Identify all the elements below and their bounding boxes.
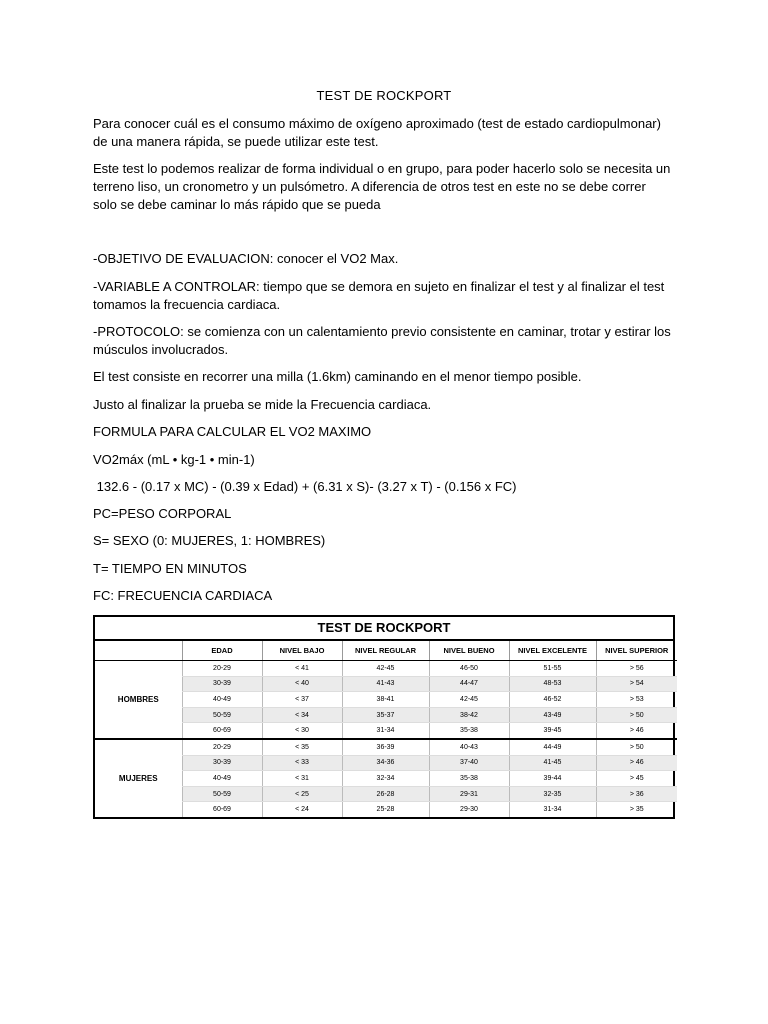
legend-t: T= TIEMPO EN MINUTOS: [93, 561, 247, 576]
value-cell: < 30: [262, 723, 342, 739]
value-cell: > 56: [596, 661, 677, 677]
header-cell: NIVEL EXCELENTE: [509, 641, 596, 661]
group-label: MUJERES: [118, 773, 158, 783]
paragraph-variable: -VARIABLE A CONTROLAR: tiempo que se demora en sujeto en finalizar el test y al finalizar el test tomamos la frecuencia cardiaca.: [93, 279, 665, 312]
table-row: [95, 707, 677, 723]
value-cell: 29-31: [429, 786, 509, 802]
table-row: [95, 786, 677, 802]
table-row: [95, 692, 677, 708]
group-label: HOMBRES: [95, 661, 182, 739]
header-cell: [95, 641, 182, 661]
value-cell: 35-38: [429, 723, 509, 739]
value-cell: 35-37: [342, 707, 429, 723]
value-cell: > 46: [596, 723, 677, 739]
value-cell: 26-28: [342, 786, 429, 802]
value-cell: < 40: [262, 676, 342, 692]
value-cell: 41-43: [342, 676, 429, 692]
age-cell: 50-59: [182, 707, 262, 723]
value-cell: 25-28: [342, 802, 429, 817]
value-cell: > 53: [596, 692, 677, 708]
formula-heading: FORMULA PARA CALCULAR EL VO2 MAXIMO: [93, 424, 372, 439]
value-cell: < 41: [262, 661, 342, 677]
formula-expression: 132.6 - (0.17 x MC) - (0.39 x Edad) + (6.31 x S)- (3.27 x T) - (0.156 x FC): [93, 479, 517, 494]
age-cell: 40-49: [182, 771, 262, 787]
age-cell: 60-69: [182, 723, 262, 739]
table-row: [95, 771, 677, 787]
value-cell: 37-40: [429, 755, 509, 771]
table-header-row: [95, 641, 677, 661]
value-cell: 44-49: [509, 739, 596, 755]
table-row: [95, 676, 677, 692]
value-cell: 41-45: [509, 755, 596, 771]
table-row: [95, 739, 677, 755]
paragraph-heart-rate: Justo al finalizar la prueba se mide la Frecuencia cardiaca.: [93, 397, 432, 412]
value-cell: < 33: [262, 755, 342, 771]
header-cell: NIVEL REGULAR: [342, 641, 429, 661]
value-cell: 46-50: [429, 661, 509, 677]
rockport-table: [93, 615, 675, 819]
value-cell: 44-47: [429, 676, 509, 692]
value-cell: 40-43: [429, 739, 509, 755]
table-title: TEST DE ROCKPORT: [95, 617, 673, 641]
value-cell: 32-35: [509, 786, 596, 802]
value-cell: > 50: [596, 707, 677, 723]
value-cell: 43-49: [509, 707, 596, 723]
age-cell: 20-29: [182, 739, 262, 755]
value-cell: 39-45: [509, 723, 596, 739]
value-cell: 39-44: [509, 771, 596, 787]
table-body: [95, 661, 677, 817]
value-cell: 38-42: [429, 707, 509, 723]
value-cell: 36-39: [342, 739, 429, 755]
age-cell: 50-59: [182, 786, 262, 802]
age-cell: 30-39: [182, 755, 262, 771]
table-row: [95, 802, 677, 817]
rockport-grid: [95, 641, 677, 817]
paragraph-description: Este test lo podemos realizar de forma individual o en grupo, para poder hacerlo solo se necesita un terreno liso, un cronometro y un pulsómetro. A diferencia de otros test en este no se debe correr solo se debe caminar lo más rápido que se pueda: [93, 161, 671, 212]
value-cell: 35-38: [429, 771, 509, 787]
value-cell: 46-52: [509, 692, 596, 708]
legend-fc: FC: FRECUENCIA CARDIACA: [93, 588, 273, 603]
value-cell: 34-36: [342, 755, 429, 771]
value-cell: 32-34: [342, 771, 429, 787]
value-cell: > 50: [596, 739, 677, 755]
value-cell: 38-41: [342, 692, 429, 708]
paragraph-protocol: -PROTOCOLO: se comienza con un calentamiento previo consistente en caminar, trotar y estirar los músculos involucrados.: [93, 324, 671, 357]
value-cell: > 35: [596, 802, 677, 817]
value-cell: 42-45: [342, 661, 429, 677]
value-cell: > 54: [596, 676, 677, 692]
table-row: [95, 723, 677, 739]
table-row: [95, 755, 677, 771]
header-cell: NIVEL BUENO: [429, 641, 509, 661]
header-cell: EDAD: [182, 641, 262, 661]
value-cell: < 31: [262, 771, 342, 787]
paragraph-objective: -OBJETIVO DE EVALUACION: conocer el VO2 Max.: [93, 251, 399, 266]
value-cell: < 37: [262, 692, 342, 708]
value-cell: > 36: [596, 786, 677, 802]
value-cell: < 34: [262, 707, 342, 723]
table-row: [95, 661, 677, 677]
value-cell: < 24: [262, 802, 342, 817]
value-cell: 31-34: [509, 802, 596, 817]
age-cell: 20-29: [182, 661, 262, 677]
header-cell: NIVEL BAJO: [262, 641, 342, 661]
document-title: TEST DE ROCKPORT: [316, 88, 452, 103]
paragraph-test-description: El test consiste en recorrer una milla (1.6km) caminando en el menor tiempo posible.: [93, 369, 582, 384]
value-cell: > 46: [596, 755, 677, 771]
value-cell: < 25: [262, 786, 342, 802]
value-cell: 42-45: [429, 692, 509, 708]
legend-pc: PC=PESO CORPORAL: [93, 506, 232, 521]
value-cell: 48-53: [509, 676, 596, 692]
value-cell: 51-55: [509, 661, 596, 677]
age-cell: 60-69: [182, 802, 262, 817]
legend-s: S= SEXO (0: MUJERES, 1: HOMBRES): [93, 533, 326, 548]
formula-units: VO2máx (mL • kg-1 • min-1): [93, 452, 255, 467]
header-cell: NIVEL SUPERIOR: [596, 641, 677, 661]
value-cell: 31-34: [342, 723, 429, 739]
age-cell: 40-49: [182, 692, 262, 708]
value-cell: > 45: [596, 771, 677, 787]
age-cell: 30-39: [182, 676, 262, 692]
paragraph-intro: Para conocer cuál es el consumo máximo de oxígeno aproximado (test de estado cardiopulmonar) de una manera rápida, se puede utilizar este test.: [93, 116, 661, 149]
value-cell: 29-30: [429, 802, 509, 817]
value-cell: < 35: [262, 739, 342, 755]
